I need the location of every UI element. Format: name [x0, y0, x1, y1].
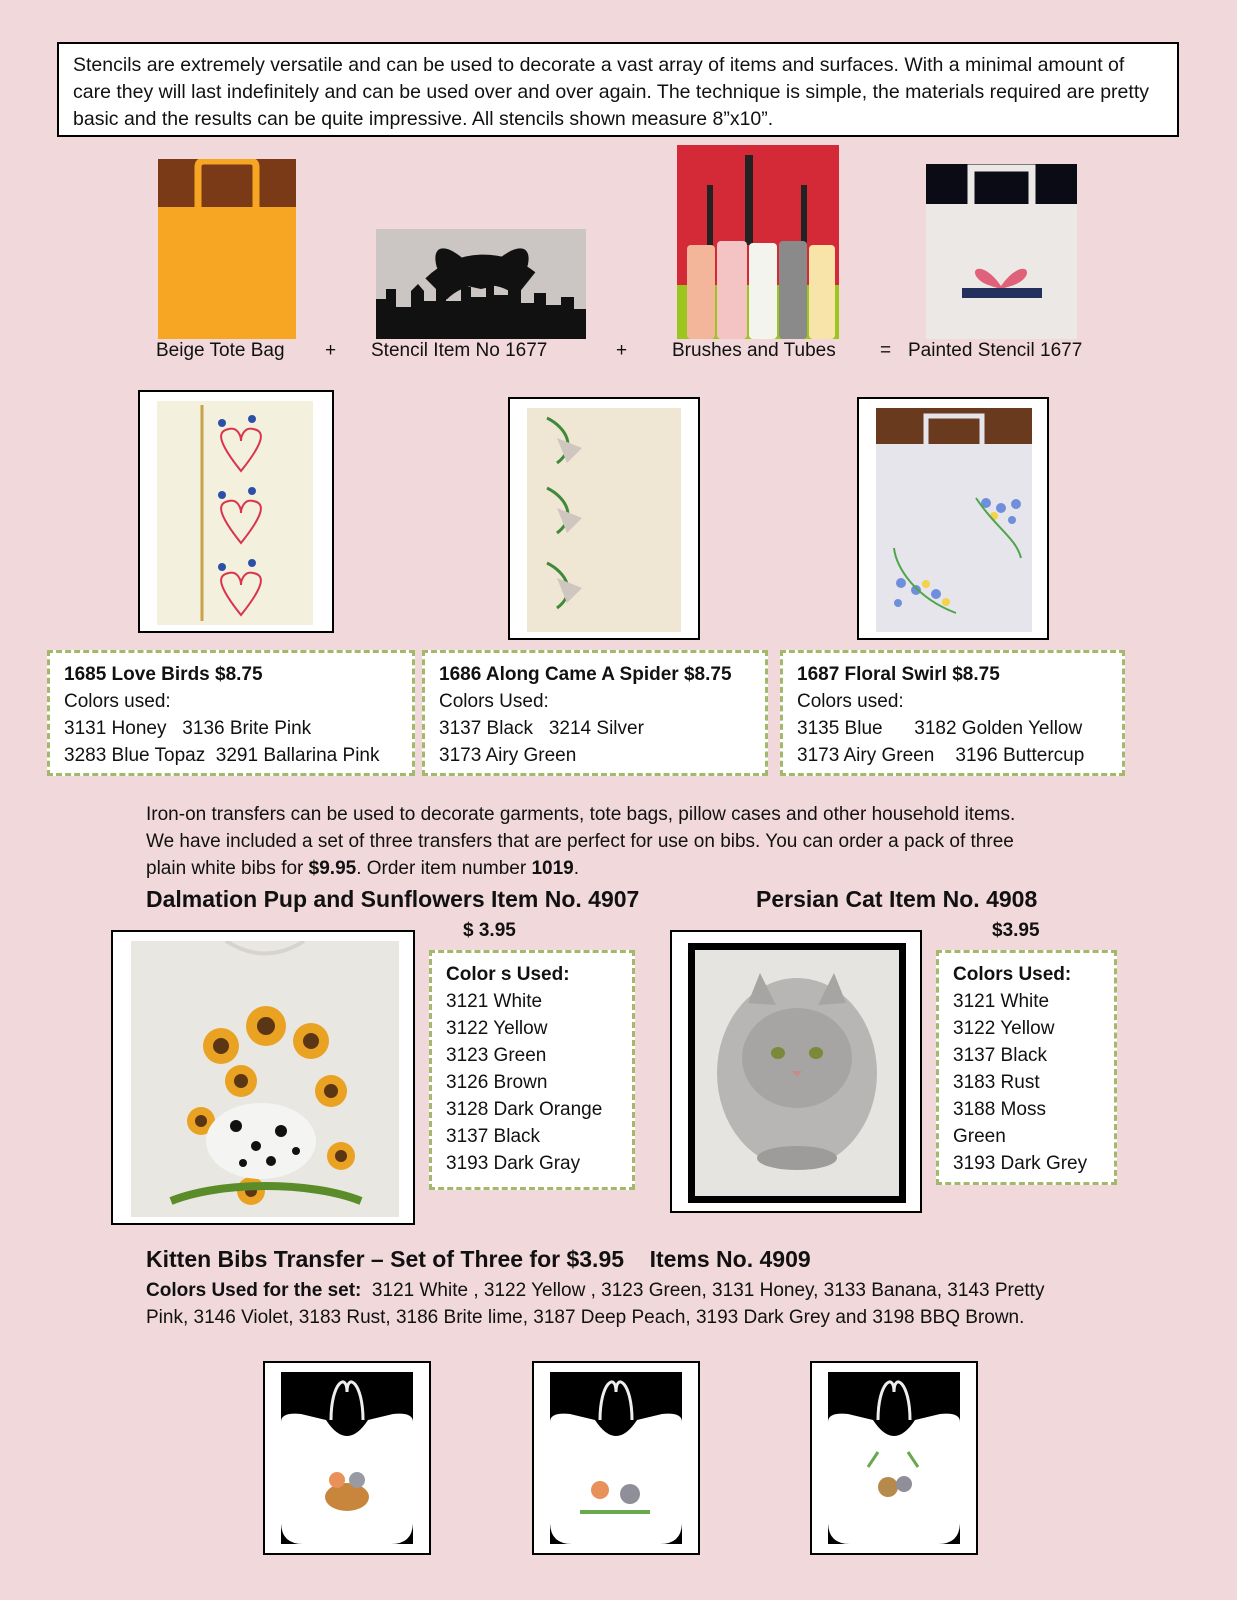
transfers-text: . Order item number — [356, 858, 532, 879]
colors-line: 3131 Honey 3136 Brite Pink — [64, 718, 312, 739]
color-item: 3126 Brown — [446, 1072, 548, 1093]
plus-sign: + — [616, 340, 628, 361]
transfers-paragraph — [146, 801, 1096, 882]
stencil-box-1687 — [780, 650, 1125, 776]
along-came-a-spider-photo-frame — [508, 397, 700, 640]
paint-tubes-illustration — [677, 145, 839, 339]
painted-tote-illustration — [926, 164, 1077, 339]
caption-beige-tote-bag: Beige Tote Bag — [156, 340, 285, 361]
colors-line: 3283 Blue Topaz 3291 Ballarina Pink — [64, 745, 380, 766]
colors-label: Colors used: — [797, 691, 904, 712]
color-item: Green — [953, 1126, 1006, 1147]
dalmation-colors-box — [429, 950, 635, 1190]
dalmation-photo-frame — [111, 930, 415, 1225]
brushes-and-tubes-photo — [677, 145, 839, 339]
kitten-bibs-title: Kitten Bibs Transfer – Set of Three for $3.95 Items No. 4909 — [146, 1246, 811, 1272]
colors-label: Colors used: — [64, 691, 171, 712]
persian-cat-price: $3.95 — [992, 920, 1040, 941]
kitten-bib-photo-frame — [532, 1361, 700, 1555]
transfers-line: Iron-on transfers can be used to decorate garments, tote bags, pillow cases and other household items. — [146, 804, 1016, 825]
kitten-bib-photo-frame — [810, 1361, 978, 1555]
colors-label: Color s Used: — [446, 964, 570, 985]
stencil-title: 1685 Love Birds $8.75 — [64, 664, 263, 685]
color-item: 3123 Green — [446, 1045, 547, 1066]
bib-pack-price: $9.95 — [308, 858, 357, 879]
colors-line: 3137 Black 3214 Silver — [439, 718, 644, 739]
colors-label: Colors Used: — [439, 691, 549, 712]
stencil-title: 1686 Along Came A Spider $8.75 — [439, 664, 732, 685]
caption-stencil-item: Stencil Item No 1677 — [371, 340, 548, 361]
kitten-colors-paragraph — [146, 1277, 1106, 1331]
painted-stencil-1677-photo — [926, 164, 1077, 339]
kitten-colors-line — [146, 1277, 1106, 1304]
stencil-title: 1687 Floral Swirl $8.75 — [797, 664, 1000, 685]
colors-line: 3173 Airy Green — [439, 745, 577, 766]
floral-swirl-photo-frame — [857, 397, 1049, 640]
love-birds-photo-frame — [138, 390, 334, 633]
color-item: 3193 Dark Gray — [446, 1153, 581, 1174]
bib-pack-item-number: 1019 — [531, 858, 574, 879]
floral-swirl-photo — [876, 408, 1032, 632]
color-item: 3137 Black — [953, 1045, 1048, 1066]
tote-bag-illustration — [158, 159, 296, 339]
color-item: 3122 Yellow — [446, 1018, 548, 1039]
persian-cat-title: Persian Cat Item No. 4908 — [756, 886, 1038, 912]
colors-label: Colors Used: — [953, 964, 1072, 985]
beige-tote-bag-photo — [158, 159, 296, 339]
dalmation-title: Dalmation Pup and Sunflowers Item No. 4907 — [146, 886, 640, 912]
transfers-text: plain white bibs for — [146, 858, 309, 879]
color-item: 3121 White — [446, 991, 543, 1012]
kitten-bib-photo — [828, 1372, 960, 1544]
color-item: 3188 Moss — [953, 1099, 1046, 1120]
colors-label: Colors Used for the set: — [146, 1280, 362, 1301]
dalmation-price: $ 3.95 — [463, 920, 516, 941]
kitten-colors-line: Pink, 3146 Violet, 3183 Rust, 3186 Brite lime, 3187 Deep Peach, 3193 Dark Grey and 3198 BBQ Brown. — [146, 1307, 1025, 1328]
colors-line: 3173 Airy Green 3196 Buttercup — [797, 745, 1085, 766]
equals-sign: = — [880, 340, 892, 361]
color-item: 3183 Rust — [953, 1072, 1040, 1093]
colors-text: 3121 White , 3122 Yellow , 3123 Green, 3131 Honey, 3133 Banana, 3143 Pretty — [361, 1280, 1045, 1301]
plus-sign: + — [325, 340, 337, 361]
stencil-1677-photo — [376, 229, 586, 339]
skyline-stencil-illustration — [376, 229, 586, 339]
kitten-bib-photo — [281, 1372, 413, 1544]
transfers-text: . — [573, 858, 580, 879]
spider-stencil-photo — [527, 408, 681, 632]
intro-text: Stencils are extremely versatile and can be used to decorate a vast array of items and surfaces. With a minimal amount of care they will last indefinitely and can be used over and over again. The technique is simple, the materials required are pretty basic and the results can be quite impressive. All stencils shown measure 8”x10”. — [73, 54, 1149, 130]
transfers-line — [146, 855, 1096, 882]
transfers-line: We have included a set of three transfers that are perfect for use on bibs. You can order a pack of three — [146, 831, 1014, 852]
persian-cat-colors-box — [936, 950, 1117, 1185]
stencil-box-1686 — [422, 650, 768, 776]
persian-cat-photo-frame — [670, 930, 922, 1213]
persian-cat-photo — [688, 943, 906, 1203]
colors-line: 3135 Blue 3182 Golden Yellow — [797, 718, 1083, 739]
love-birds-photo — [157, 401, 313, 625]
color-item: 3121 White — [953, 991, 1050, 1012]
intro-box — [57, 42, 1179, 137]
kitten-bib-photo-frame — [263, 1361, 431, 1555]
stencil-box-1685 — [47, 650, 415, 776]
color-item: 3122 Yellow — [953, 1018, 1055, 1039]
dalmation-photo — [131, 941, 399, 1217]
caption-painted-stencil: Painted Stencil 1677 — [908, 340, 1083, 361]
color-item: 3128 Dark Orange — [446, 1099, 603, 1120]
color-item: 3137 Black — [446, 1126, 541, 1147]
kitten-bib-photo — [550, 1372, 682, 1544]
color-item: 3193 Dark Grey — [953, 1153, 1088, 1174]
caption-brushes-and-tubes: Brushes and Tubes — [672, 340, 836, 361]
